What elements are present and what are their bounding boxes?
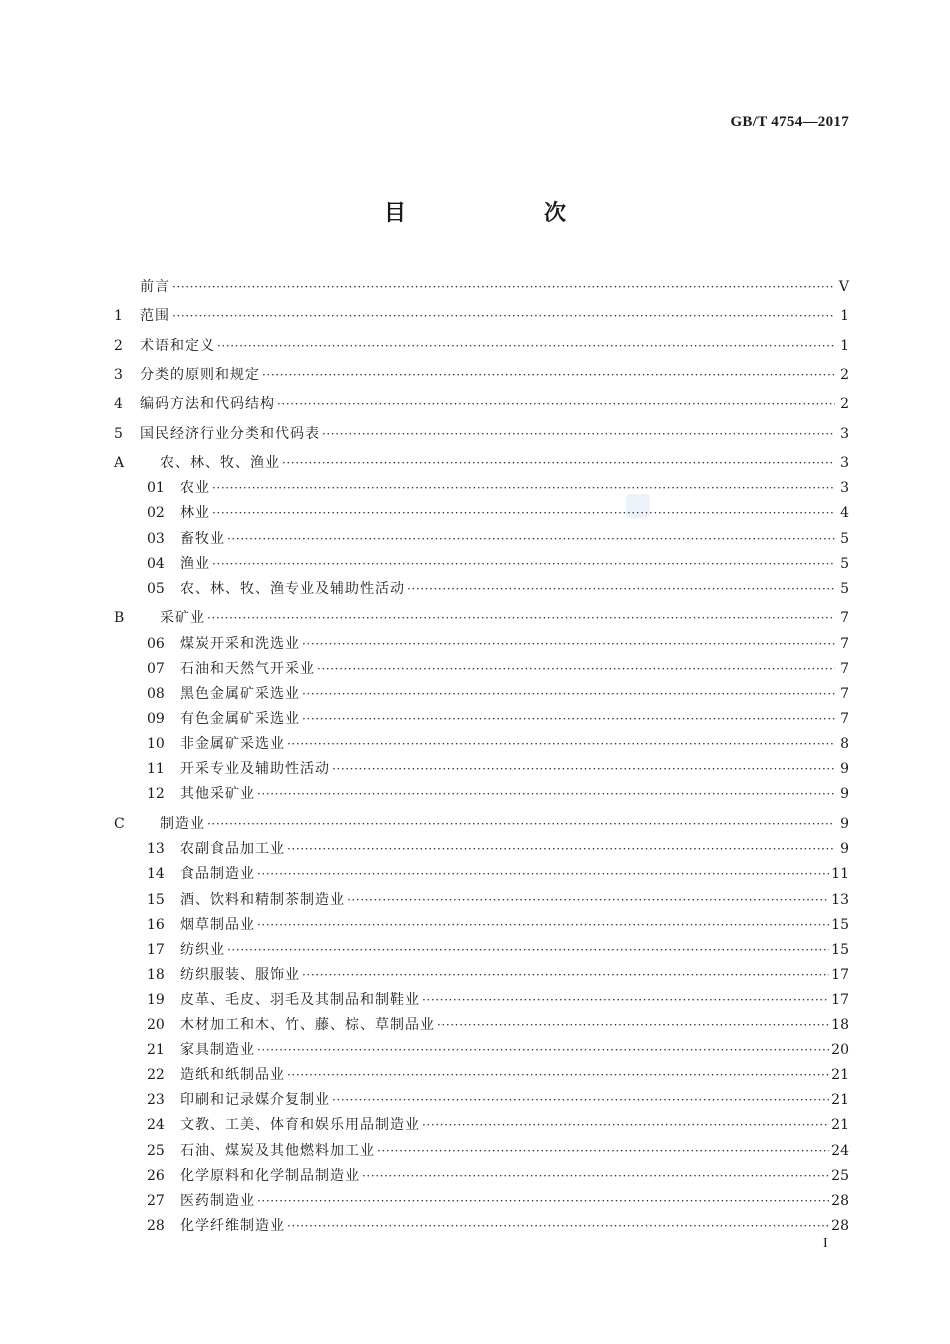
toc-entry-label: 前言 <box>140 279 170 295</box>
toc-entry-label: 化学原料和化学制品制造业 <box>180 1167 360 1184</box>
toc-entry-label: 术语和定义 <box>140 337 215 354</box>
toc-entry[interactable] <box>114 274 849 296</box>
toc-entry-label: 造纸和纸制品业 <box>180 1067 285 1084</box>
toc-entry-page: 21 <box>831 1117 849 1134</box>
toc-entry[interactable] <box>114 362 849 384</box>
toc-entry-number: 24 <box>147 1117 165 1134</box>
toc-entry-label: 石油、煤炭及其他燃料加工业 <box>180 1142 375 1159</box>
toc-entry-number: C <box>114 815 125 832</box>
toc-entry-number: 10 <box>147 736 165 753</box>
toc-entry-page: 13 <box>831 891 849 908</box>
toc-entry-number: B <box>114 610 125 627</box>
toc-leader-dots <box>212 504 835 522</box>
toc-entry[interactable] <box>114 500 849 522</box>
toc-entry-page: 28 <box>831 1217 849 1234</box>
toc-entry-label: 石油和天然气开采业 <box>180 660 315 677</box>
toc-leader-dots <box>287 735 835 753</box>
toc-entry-label: 其他采矿业 <box>180 786 255 803</box>
toc-leader-dots <box>302 710 835 728</box>
toc-entry[interactable] <box>114 303 849 325</box>
toc-entry[interactable] <box>114 475 849 497</box>
toc-leader-dots <box>212 555 835 573</box>
toc-entry-number: 09 <box>147 711 165 727</box>
toc-entry-label: 畜牧业 <box>180 530 225 547</box>
toc-entry-label: 编码方法和代码结构 <box>140 396 275 413</box>
toc-entry-page: 20 <box>831 1042 849 1059</box>
toc-leader-dots <box>287 1217 829 1235</box>
toc-entry-label: 酒、饮料和精制茶制造业 <box>180 891 345 908</box>
toc-entry-number: 13 <box>147 841 165 858</box>
toc-leader-dots <box>377 1142 829 1160</box>
toc-entry[interactable] <box>114 1112 849 1134</box>
toc-entry-page: 7 <box>840 610 849 627</box>
page-title: 目 次 <box>383 201 624 226</box>
toc-leader-dots <box>317 660 835 678</box>
toc-leader-dots <box>257 916 829 934</box>
toc-entry-page: 9 <box>840 786 849 803</box>
toc-entry[interactable] <box>114 1163 849 1185</box>
toc-leader-dots <box>407 580 835 598</box>
toc-leader-dots <box>437 1016 829 1034</box>
toc-entry-label: 煤炭开采和洗选业 <box>180 635 300 652</box>
toc-entry[interactable] <box>114 421 849 443</box>
toc-entry-number: 26 <box>147 1167 165 1184</box>
toc-entry-page: 7 <box>840 635 849 652</box>
toc-entry-page: 18 <box>831 1017 849 1033</box>
toc-entry-number: 08 <box>147 685 165 702</box>
toc-entry[interactable] <box>114 1062 849 1084</box>
toc-entry[interactable] <box>114 962 849 984</box>
toc-entry-page: 3 <box>840 454 849 471</box>
toc-entry[interactable] <box>114 391 849 413</box>
toc-entry[interactable] <box>114 551 849 573</box>
toc-entry-page: V <box>838 279 849 295</box>
toc-entry-page: 9 <box>840 815 849 832</box>
toc-entry[interactable] <box>114 605 849 627</box>
toc-entry[interactable] <box>114 1012 849 1034</box>
toc-entry-number: 11 <box>147 761 165 778</box>
toc-entry-number: 20 <box>147 1017 165 1033</box>
toc-entry[interactable] <box>114 781 849 803</box>
toc-leader-dots <box>287 840 835 858</box>
toc-entry[interactable] <box>114 706 849 728</box>
toc-leader-dots <box>212 479 835 497</box>
page-folio: I <box>823 1236 828 1251</box>
toc-entry-page: 8 <box>840 736 849 753</box>
toc-leader-dots <box>227 941 829 959</box>
toc-entry-label: 林业 <box>180 505 210 522</box>
toc-leader-dots <box>257 1192 829 1210</box>
toc-entry[interactable] <box>114 937 849 959</box>
toc-entry-number: 04 <box>147 555 165 572</box>
toc-entry-label: 农业 <box>180 480 210 497</box>
toc-entry-label: 黑色金属矿采选业 <box>180 685 300 702</box>
toc-leader-dots <box>332 1091 829 1109</box>
toc-entry-number: 28 <box>147 1217 165 1234</box>
toc-entry-page: 3 <box>840 425 849 442</box>
toc-entry-number: 16 <box>147 916 165 933</box>
toc-entry-label: 开采专业及辅助性活动 <box>180 761 330 778</box>
toc-entry-label: 农、林、牧、渔业 <box>160 454 280 471</box>
toc-entry-page: 11 <box>831 866 849 883</box>
toc-entry-label: 渔业 <box>180 555 210 572</box>
toc-entry-label: 文教、工美、体育和娱乐用品制造业 <box>180 1117 420 1134</box>
toc-leader-dots <box>422 1116 829 1134</box>
toc-leader-dots <box>172 307 835 325</box>
toc-entry-page: 1 <box>840 308 849 325</box>
toc-entry[interactable] <box>114 656 849 678</box>
toc-entry-page: 2 <box>840 396 849 413</box>
toc-entry[interactable] <box>114 861 849 883</box>
toc-entry-number: 17 <box>147 941 165 958</box>
toc-entry-page: 7 <box>840 660 849 677</box>
toc-entry-number: 5 <box>114 425 123 442</box>
toc-entry-number: 15 <box>147 891 165 908</box>
toc-entry-page: 7 <box>840 685 849 702</box>
toc-entry-label: 国民经济行业分类和代码表 <box>140 425 320 442</box>
toc-entry-page: 17 <box>831 966 849 983</box>
toc-entry-label: 纺织业 <box>180 941 225 958</box>
toc-leader-dots <box>257 785 835 803</box>
toc-entry-label: 采矿业 <box>160 610 205 627</box>
toc-entry[interactable] <box>114 1213 849 1235</box>
toc-entry-page: 15 <box>831 941 849 958</box>
toc-entry[interactable] <box>114 576 849 598</box>
toc-entry-number: 12 <box>147 786 165 803</box>
toc-entry-label: 食品制造业 <box>180 866 255 883</box>
toc-leader-dots <box>227 530 835 548</box>
toc-leader-dots <box>172 278 835 296</box>
toc-entry-number: 25 <box>147 1142 165 1159</box>
toc-entry-page: 4 <box>840 505 849 522</box>
toc-entry-number: 3 <box>114 366 123 383</box>
toc-entry-page: 17 <box>831 991 849 1008</box>
toc-entry-number: 4 <box>114 396 123 413</box>
toc-entry-page: 21 <box>831 1092 849 1109</box>
toc-entry-number: 19 <box>147 991 165 1008</box>
toc-entry[interactable] <box>114 1188 849 1210</box>
toc-entry-page: 9 <box>840 761 849 778</box>
toc-leader-dots <box>207 609 835 627</box>
toc-entry-page: 24 <box>831 1142 849 1159</box>
toc-entry-label: 制造业 <box>160 815 205 832</box>
toc-entry-label: 烟草制品业 <box>180 916 255 933</box>
toc-entry-label: 医药制造业 <box>180 1192 255 1209</box>
toc-entry-number: 21 <box>147 1042 165 1059</box>
toc-entry-number: 14 <box>147 866 165 883</box>
toc-leader-dots <box>302 635 835 653</box>
toc-entry[interactable] <box>114 887 849 909</box>
toc-entry-page: 3 <box>840 480 849 497</box>
toc-entry-page: 5 <box>840 580 849 597</box>
toc-leader-dots <box>422 991 829 1009</box>
toc-entry-page: 28 <box>831 1192 849 1209</box>
toc-entry-number: 07 <box>147 660 165 677</box>
toc-leader-dots <box>282 454 835 472</box>
toc-entry[interactable] <box>114 1087 849 1109</box>
toc-entry-number: A <box>114 454 125 471</box>
toc-entry-page: 9 <box>840 841 849 858</box>
standard-code: GB/T 4754—2017 <box>730 114 849 130</box>
toc-entry-label: 分类的原则和规定 <box>140 366 260 383</box>
toc-entry-label: 农、林、牧、渔专业及辅助性活动 <box>180 580 405 597</box>
toc-entry[interactable] <box>114 526 849 548</box>
toc-leader-dots <box>347 891 829 909</box>
toc-entry-page: 5 <box>840 530 849 547</box>
toc-entry-label: 非金属矿采选业 <box>180 736 285 753</box>
toc-entry-page: 7 <box>840 711 849 727</box>
toc-entry-number: 03 <box>147 530 165 547</box>
toc-entry[interactable] <box>114 1037 849 1059</box>
toc-entry-number: 22 <box>147 1067 165 1084</box>
toc-leader-dots <box>257 1041 829 1059</box>
toc-entry-page: 1 <box>840 337 849 354</box>
toc-entry[interactable] <box>114 836 849 858</box>
toc-leader-dots <box>277 395 835 413</box>
toc-entry-page: 21 <box>831 1067 849 1084</box>
toc-entry-label: 木材加工和木、竹、藤、棕、草制品业 <box>180 1017 435 1033</box>
toc-entry-number: 01 <box>147 480 165 497</box>
toc-entry[interactable] <box>114 333 849 355</box>
toc-entry-number: 2 <box>114 337 123 354</box>
toc-entry-label: 纺织服装、服饰业 <box>180 966 300 983</box>
toc-entry-page: 25 <box>831 1167 849 1184</box>
toc-leader-dots <box>302 685 835 703</box>
toc-entry[interactable] <box>114 1138 849 1160</box>
toc-entry-number: 27 <box>147 1192 165 1209</box>
toc-leader-dots <box>302 966 829 984</box>
toc-entry-number: 02 <box>147 505 165 522</box>
toc-entry-label: 范围 <box>140 308 170 325</box>
toc-entry-label: 有色金属矿采选业 <box>180 711 300 727</box>
toc-entry[interactable] <box>114 756 849 778</box>
toc-leader-dots <box>362 1167 829 1185</box>
toc-leader-dots <box>332 760 835 778</box>
toc-entry-label: 印刷和记录媒介复制业 <box>180 1092 330 1109</box>
toc-entry-label: 化学纤维制造业 <box>180 1217 285 1234</box>
toc-leader-dots <box>257 865 829 883</box>
toc-entry-label: 皮革、毛皮、羽毛及其制品和制鞋业 <box>180 991 420 1008</box>
toc-entry-label: 农副食品加工业 <box>180 841 285 858</box>
toc-entry[interactable] <box>114 731 849 753</box>
toc-entry[interactable] <box>114 912 849 934</box>
toc-leader-dots <box>322 425 835 443</box>
toc-entry[interactable] <box>114 987 849 1009</box>
toc-entry[interactable] <box>114 450 849 472</box>
toc-entry[interactable] <box>114 681 849 703</box>
toc-entry-page: 15 <box>831 916 849 933</box>
toc-entry-number: 06 <box>147 635 165 652</box>
toc-entry-number: 18 <box>147 966 165 983</box>
toc-entry-page: 5 <box>840 555 849 572</box>
toc-entry-number: 23 <box>147 1092 165 1109</box>
toc-entry-number: 1 <box>114 308 123 325</box>
toc-entry[interactable] <box>114 631 849 653</box>
toc-leader-dots <box>287 1066 829 1084</box>
toc-entry[interactable] <box>114 811 849 833</box>
toc-leader-dots <box>262 366 835 384</box>
toc-entry-number: 05 <box>147 580 165 597</box>
toc-leader-dots <box>217 337 835 355</box>
toc-leader-dots <box>207 815 835 833</box>
toc-entry-label: 家具制造业 <box>180 1042 255 1059</box>
toc-entry-page: 2 <box>840 366 849 383</box>
